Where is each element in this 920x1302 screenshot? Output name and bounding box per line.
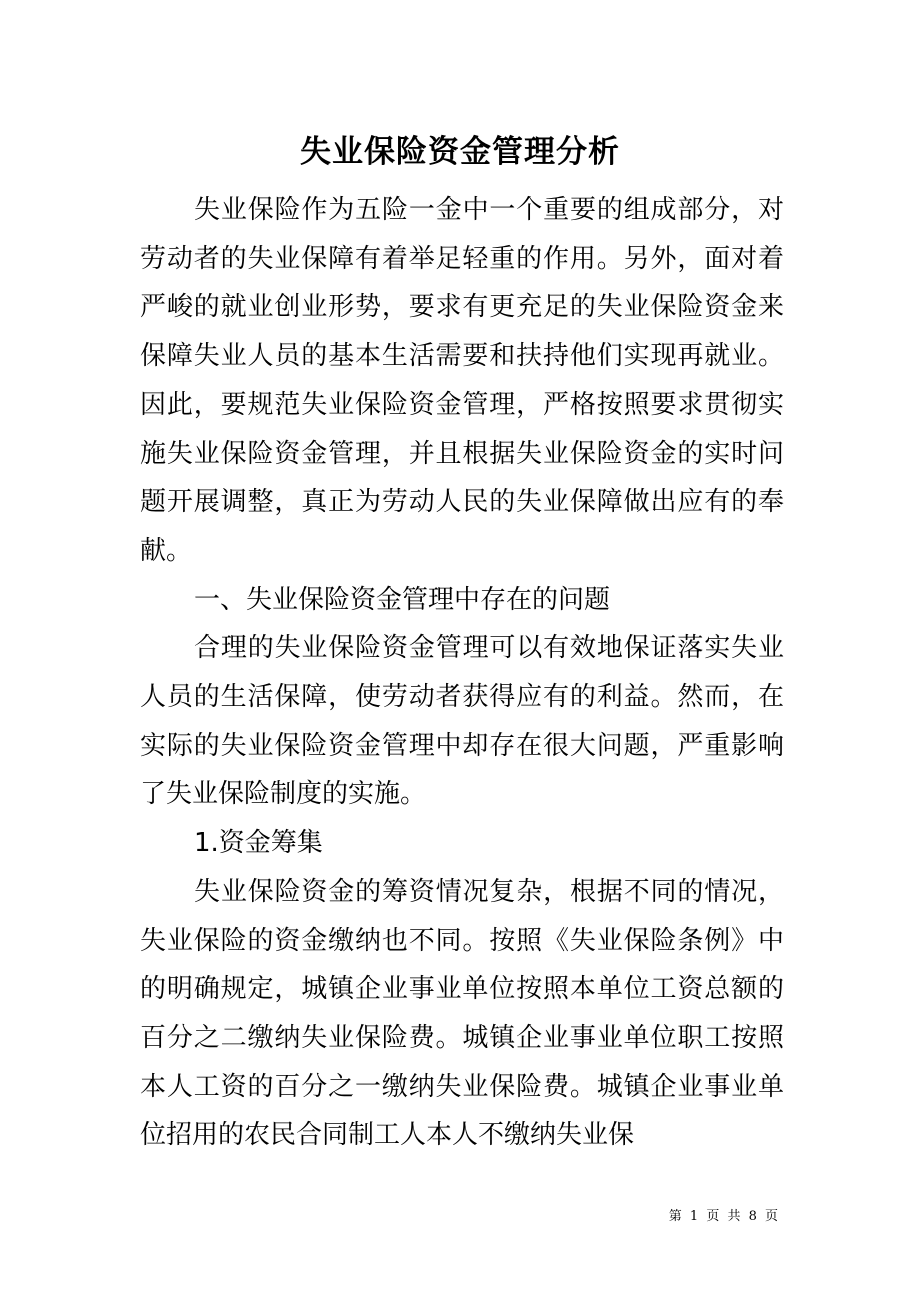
document-body bbox=[140, 186, 784, 1160]
section-heading-problems: 一、失业保险资金管理中存在的问题 bbox=[194, 584, 611, 615]
subsection-heading-fundraising: 1.资金筹集 bbox=[194, 828, 323, 859]
document-title: 失业保险资金管理分析 bbox=[300, 134, 620, 170]
paragraph-problems: 合理的失业保险资金管理可以有效地保证落实失业人员的生活保障，使劳动者获得应有的利益。然而，在实际的失业保险资金管理中却存在很大问题，严重影响了失业保险制度的实施。 bbox=[140, 633, 784, 810]
page-number-footer: 第 1 页 共 8 页 bbox=[668, 1209, 780, 1224]
paragraph-fundraising: 失业保险资金的筹资情况复杂，根据不同的情况，失业保险的资金缴纳也不同。按照《失业保险条例》中的明确规定，城镇企业事业单位按照本单位工资总额的百分之二缴纳失业保险费。城镇企业事业单位职工按照本人工资的百分之一缴纳失业保险费。城镇企业事业单位招用的农民合同制工人本人不缴纳失业保 bbox=[140, 876, 784, 1151]
paragraph-intro: 失业保险作为五险一金中一个重要的组成部分，对劳动者的失业保障有着举足轻重的作用。另外，面对着严峻的就业创业形势，要求有更充足的失业保险资金来保障失业人员的基本生活需要和扶持他们实现再就业。因此，要规范失业保险资金管理，严格按照要求贯彻实施失业保险资金管理，并且根据失业保险资金的实时问题开展调整，真正为劳动人民的失业保障做出应有的奉献。 bbox=[140, 195, 784, 566]
